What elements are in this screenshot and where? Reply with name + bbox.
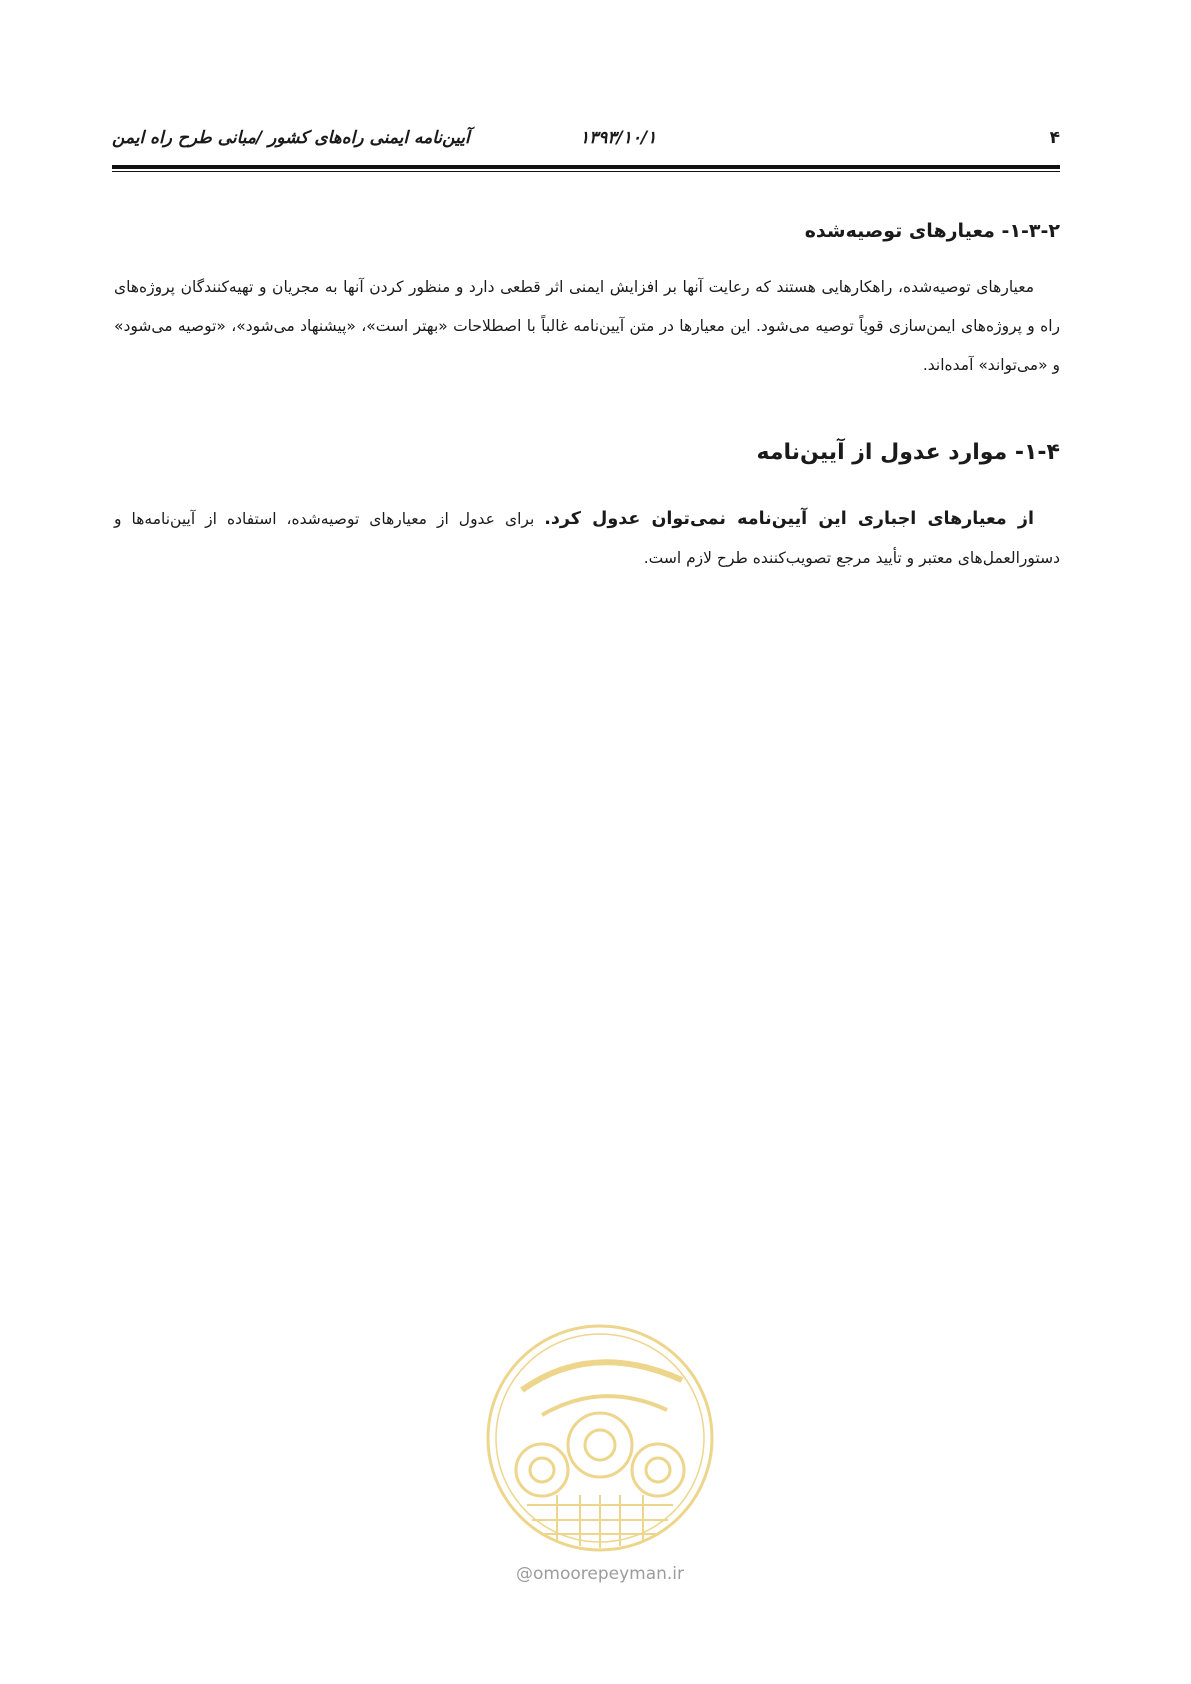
header-date: ۱۳۹۳/۱۰/۱ [580, 128, 657, 148]
header-title: آیین‌نامه ایمنی راه‌های کشور /مبانی طرح راه ایمن [112, 128, 470, 148]
paragraph-text: معیارهای توصیه‌شده، راهکارهایی هستند که رعایت آنها بر افزایش ایمنی اثر قطعی دارد و منظور کردن آنها به مجریان و تهیه‌کنندگان پروژه‌های راه و پروژه‌های ایمن‌سازی قویاً توصیه می‌شود. این معیارها در متن آیین‌نامه غالباً با اصطلاحات «بهتر است»، «پیشنهاد می‌شود»، «توصیه می‌شود» و «می‌تواند» آمده‌اند. [114, 278, 1060, 374]
section-paragraph-recommended-criteria [114, 268, 1060, 385]
section-paragraph-deviation-cases [114, 500, 1060, 578]
watermark-seal-logo [482, 1320, 718, 1556]
paragraph-rest: برای عدول از معیارهای توصیه‌شده، استفاده از آیین‌نامه‌ها و دستورالعمل‌های معتبر و تأیید مرجع تصویب‌کننده طرح لازم است. [114, 510, 1060, 567]
header-rule-thick [112, 165, 1060, 169]
page-number: ۴ [1049, 128, 1060, 148]
paragraph-bold-sentence: از معیارهای اجباری این آیین‌نامه نمی‌توان عدول کرد. [544, 509, 1034, 529]
paragraph-text [114, 500, 1060, 578]
section-heading-deviation-cases: ۱-۴- موارد عدول از آیین‌نامه [756, 440, 1060, 465]
header-rule-thin [112, 171, 1060, 172]
section-heading-recommended-criteria: ۱-۳-۲- معیارهای توصیه‌شده [804, 220, 1060, 242]
watermark-url: @omoorepeyman.ir [515, 1564, 685, 1584]
page-header [112, 128, 1060, 158]
